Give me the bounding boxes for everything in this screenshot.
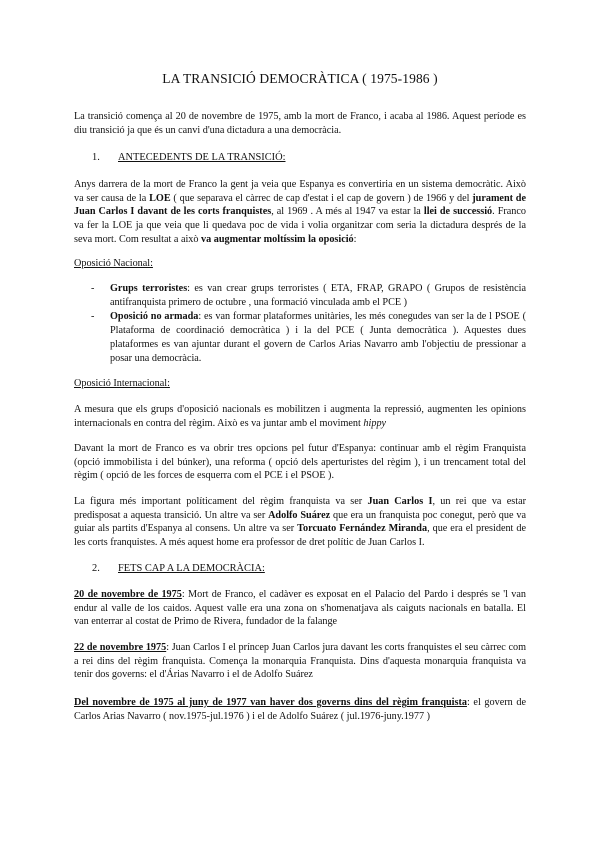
key-figures-paragraph bbox=[74, 495, 526, 550]
text-run: A mesura que els grups d'oposició nacionals es mobilitzen i augmenta la repressió, augmenten les opinions internacionals en contra del règim. Això es va juntar amb el moviment bbox=[74, 404, 526, 429]
italic-text: hippy bbox=[363, 417, 387, 429]
event-date: Del novembre de 1975 al juny de 1977 van haver dos governs dins del règim franquista bbox=[74, 697, 467, 708]
section-1-title: ANTECEDENTS DE LA TRANSICIÓ: bbox=[118, 152, 286, 163]
bullet-label: Grups terroristes bbox=[110, 283, 188, 294]
text-run: La figura més important políticament del règim franquista va ser bbox=[74, 496, 368, 507]
event-text: : Mort de Franco, el cadàver es exposat en el Palacio del Pardo i després se 'l van endur al valle de los caidos. Aquest valle era una zona on s'homenatjava als caiguts nacionals en batalla. El van enterrar al costat de Primo de Rivera, fundador de la falange bbox=[74, 589, 526, 628]
options-paragraph: Davant la mort de Franco es va obrir tres opcions pel futur d'Espanya: continuar amb el règim Franquista (opció immobilista i del búnker), una reforma ( opció dels aperturistes del règim ), i un trencament total del règim ( opció de les forces de esquerra com el PCE i el PSOE ). bbox=[74, 443, 526, 482]
event-text: : Juan Carlos I el príncep Juan Carlos jura davant les corts franquistes el seu càrrec com a rei dins del règim franquista. Comença la monarquia Franquista. Dins d'aquesta monarquia franquista va tenir dos governs: el d'Árias Navarro i el de Adolfo Suárez bbox=[74, 642, 526, 681]
antecedents-paragraph bbox=[74, 178, 526, 247]
section-2-number: 2. bbox=[92, 563, 100, 574]
list-item: - Oposició no armada: es van formar plataformes unitàries, les més conegudes van ser la de l PSOE ( Plataforma de coordinació democràtica ) i la del PCE ( Junta democràtica ). Aquestes dues plataformes es van ajuntar durant el govern de Carlos Arias Navarro amb l'objectiu de pressionar a posar una democràcia. bbox=[91, 311, 526, 364]
intro-paragraph: La transició comença al 20 de novembre de 1975, amb la mort de Franco, i acaba al 1986. Aquest període es diu transició ja que és un canvi d'una dictadura a una democràcia. bbox=[74, 111, 526, 136]
text-run: . Franco va fer la LOE ja que veia que li quedava poc de vida i volia organitzar com seria la dictadura després de la seva mort. Com resultat a això bbox=[74, 206, 527, 245]
bold-text: Torcuato Fernández Miranda bbox=[297, 523, 428, 535]
event-date: 20 de novembre de 1975 bbox=[74, 589, 182, 600]
bullet-label: Oposició no armada bbox=[110, 311, 199, 323]
bold-text: llei de successió bbox=[423, 206, 493, 218]
event-date: 22 de novembre 1975 bbox=[74, 642, 167, 653]
text-run: , un rei que va estar predisposat a aquesta transició. Un altre va ser bbox=[74, 496, 526, 521]
international-paragraph bbox=[74, 403, 526, 430]
section-1-number: 1. bbox=[92, 152, 100, 163]
text-run: , al 1969 . A més al 1947 va estar la bbox=[271, 206, 424, 218]
bullet-text: : es van formar plataformes unitàries, les més conegudes van ser la de l PSOE ( Plataforma de coordinació democràtica ) i la del PCE ( Junta democràtica ). Aquestes dues plataformes es van ajuntar durant el govern de Carlos Arias Navarro amb l'objectiu de pressionar a posar una democràcia. bbox=[110, 311, 526, 364]
section-1-heading bbox=[92, 152, 286, 163]
bullet-text: : es van crear grups terroristes ( ETA, FRAP, GRAPO ( Grupos de resistència antifranquista primero de octubre , una formació vinculada amb el PCE ) bbox=[110, 283, 526, 308]
list-item: - Grups terroristes: es van crear grups terroristes ( ETA, FRAP, GRAPO ( Grupos de resistència antifranquista primero de octubre , una formació vinculada amb el PCE ) bbox=[91, 283, 526, 308]
text-run: , que era el president de les corts franquistes. A més aquest home era professor de dret polític de Juan Carlos I. bbox=[74, 523, 526, 549]
international-opposition-heading: Oposició Internacional: bbox=[74, 378, 170, 389]
text-run: : bbox=[353, 233, 357, 245]
event-3-paragraph bbox=[74, 696, 526, 723]
text-run: que era un franquista poc conegut, però que va guiar als partits d'Espanya al consens. Un altre va ser bbox=[74, 509, 526, 535]
bold-text: va augmentar moltíssim la oposició bbox=[201, 233, 354, 245]
bold-text: jurament de Juan Carlos I davant de les corts franquistes bbox=[74, 192, 526, 218]
national-opposition-heading: Oposició Nacional: bbox=[74, 258, 153, 269]
national-opposition-list bbox=[74, 282, 526, 366]
bold-text: Juan Carlos I bbox=[367, 496, 433, 507]
bold-text: Adolfo Suárez bbox=[268, 509, 331, 521]
event-1-paragraph bbox=[74, 588, 526, 629]
text-run: ( que separava el càrrec de cap d'estat i el cap de govern ) de 1966 y del bbox=[170, 192, 473, 204]
bold-text: LOE bbox=[149, 192, 171, 204]
section-2-title: FETS CAP A LA DEMOCRÀCIA: bbox=[118, 563, 265, 574]
event-2-paragraph bbox=[74, 641, 526, 682]
section-2-heading bbox=[92, 563, 265, 574]
text-run: Anys darrera de la mort de Franco la gent ja veia que Espanya es convertiria en un sistema democràtic. Això va ser causa de la bbox=[74, 179, 526, 204]
document-title: LA TRANSICIÓ DEMOCRÀTICA ( 1975-1986 ) bbox=[162, 71, 438, 86]
event-text: : el govern de Carlos Arias Navarro ( nov.1975-jul.1976 ) i el de Adolfo Suárez ( jul.1976-juny.1977 ) bbox=[74, 697, 526, 722]
